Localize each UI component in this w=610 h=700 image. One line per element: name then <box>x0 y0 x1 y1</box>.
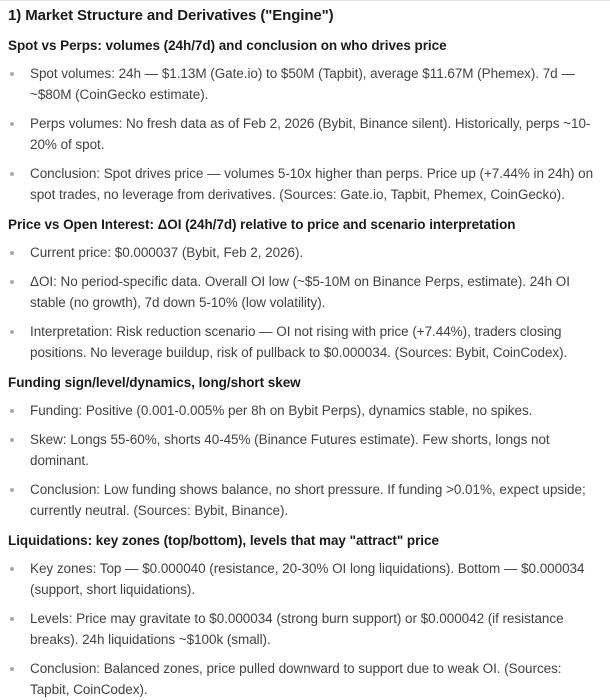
bullet-item: Interpretation: Risk reduction scenario — OI not rising with price (+7.44%), traders closing positions. No leverage buildup, risk of pullback to $0.000034. (Sources: Bybit, CoinCodex). <box>8 321 596 363</box>
section-heading: Spot vs Perps: volumes (24h/7d) and conclusion on who drives price <box>8 38 447 53</box>
section <box>8 36 596 205</box>
bullet-list <box>8 242 596 363</box>
bullet-item: Spot volumes: 24h — $1.13M (Gate.io) to $50M (Tapbit), average $11.67M (Phemex). 7d — ~$80M (CoinGecko estimate). <box>8 63 596 105</box>
bullet-item: Conclusion: Low funding shows balance, no short pressure. If funding >0.01%, expect upside; currently neutral. (Sources: Bybit, Binance). <box>8 479 596 521</box>
section-heading: Funding sign/level/dynamics, long/short skew <box>8 375 301 390</box>
bullet-item: Funding: Positive (0.001-0.005% per 8h on Bybit Perps), dynamics stable, no spikes. <box>8 400 596 421</box>
bullet-item: Current price: $0.000037 (Bybit, Feb 2, 2026). <box>8 242 596 263</box>
bullet-item: Perps volumes: No fresh data as of Feb 2, 2026 (Bybit, Binance silent). Historically, perps ~10-20% of spot. <box>8 113 596 155</box>
sections-container <box>8 36 596 700</box>
bullet-list <box>8 400 596 521</box>
bullet-item: ΔOI: No period-specific data. Overall OI low (~$5-10M on Binance Perps, estimate). 24h OI stable (no growth), 7d down 5-10% (low volatility). <box>8 271 596 313</box>
bullet-list <box>8 558 596 700</box>
section-heading: Price vs Open Interest: ΔOI (24h/7d) relative to price and scenario interpretation <box>8 217 516 232</box>
bullet-item: Levels: Price may gravitate to $0.000034 (strong burn support) or $0.000042 (if resistance breaks). 24h liquidations ~$100k (small). <box>8 608 596 650</box>
bullet-list <box>8 63 596 205</box>
section <box>8 531 596 700</box>
bullet-item: Conclusion: Spot drives price — volumes 5-10x higher than perps. Price up (+7.44% in 24h) on spot trades, no leverage from derivatives. (Sources: Gate.io, Tapbit, Phemex, CoinGecko). <box>8 163 596 205</box>
bullet-item: Skew: Longs 55-60%, shorts 40-45% (Binance Futures estimate). Few shorts, longs not dominant. <box>8 429 596 471</box>
section-heading: Liquidations: key zones (top/bottom), levels that may "attract" price <box>8 533 439 548</box>
section <box>8 215 596 363</box>
page-title: 1) Market Structure and Derivatives ("Engine") <box>8 7 334 24</box>
section <box>8 373 596 521</box>
bullet-item: Key zones: Top — $0.000040 (resistance, 20-30% OI long liquidations). Bottom — $0.000034 (support, short liquidations). <box>8 558 596 600</box>
bullet-item: Conclusion: Balanced zones, price pulled downward to support due to weak OI. (Sources: Tapbit, CoinCodex). <box>8 658 596 700</box>
